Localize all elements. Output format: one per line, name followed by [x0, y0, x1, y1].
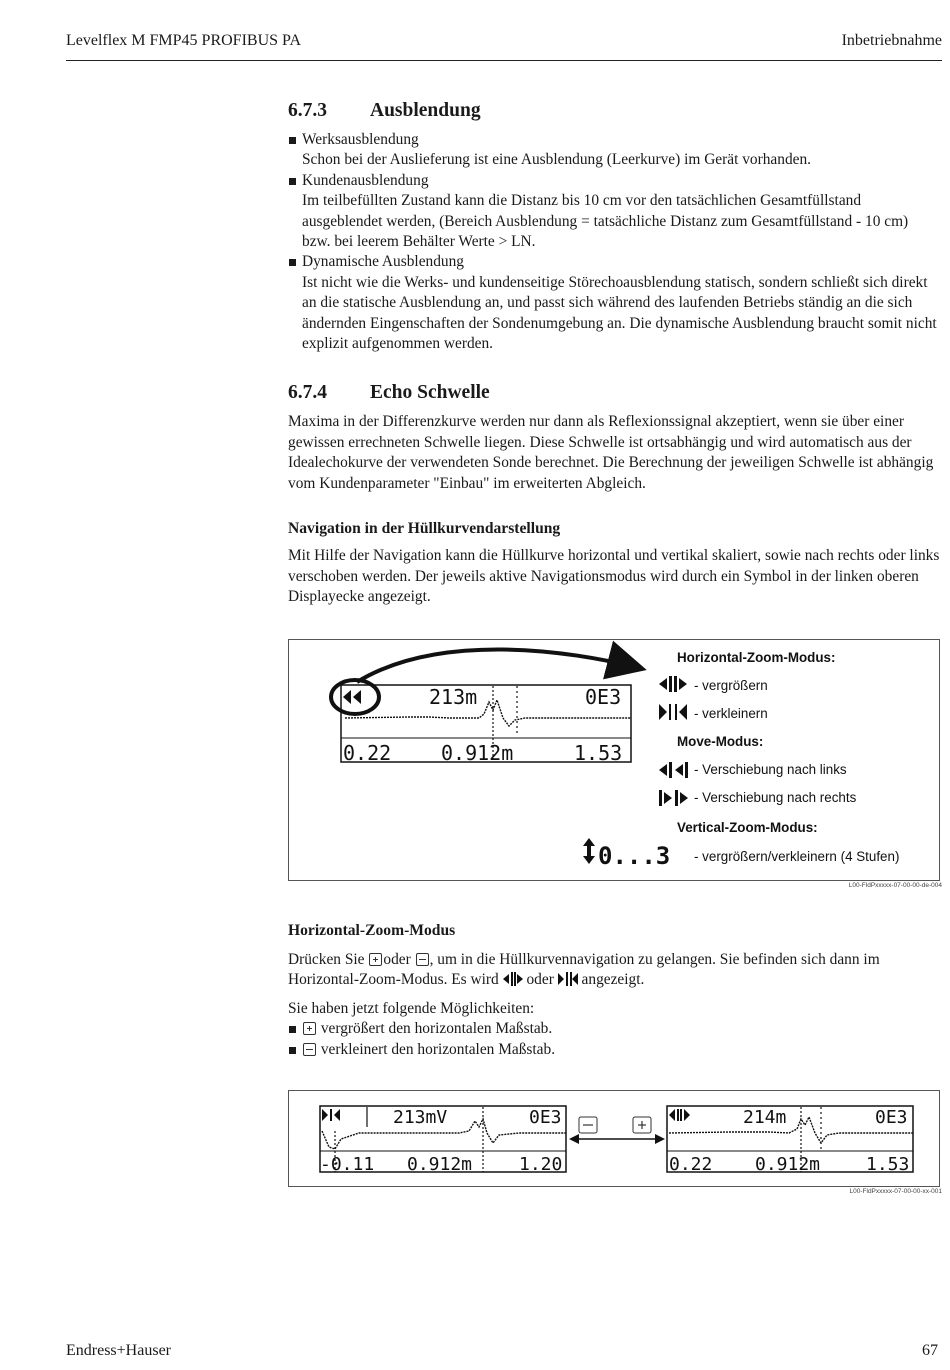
hzoom-heading: Horizontal-Zoom-Modus	[288, 922, 456, 939]
legend-v-zoom-title: Vertical-Zoom-Modus:	[677, 820, 818, 835]
shrink-icon	[659, 704, 687, 720]
figure-id: L00-FldPxxxxx-07-00-00-de-004	[848, 882, 942, 889]
lcd-mode-icon	[343, 690, 361, 704]
lcd-left-bottom-right: 1.20	[519, 1154, 563, 1175]
lcd-top-value: 213m	[429, 685, 478, 709]
hzoom-options-list	[288, 1019, 940, 1060]
lcd-top-right: 0E3	[585, 685, 622, 709]
vertical-zoom-range: 0...3	[598, 842, 671, 870]
hzoom-line-1: Drücken Sie oder , um in die Hüllkurvennavigation zu gelangen. Sie befinden sich dann im	[288, 951, 880, 968]
legend-v-zoom-text: - vergrößern/verkleinern (4 Stufen)	[694, 849, 900, 864]
legend-shrink: - verkleinern	[694, 706, 768, 721]
lcd-left-top-value: 213mV	[393, 1107, 448, 1128]
lcd-bottom-right: 1.53	[574, 741, 623, 765]
hzoom-options-intro: Sie haben jetzt folgende Möglichkeiten:	[288, 999, 535, 1017]
lcd-left-bottom-mid: 0.912m	[407, 1154, 473, 1175]
zoom-comparison-figure	[288, 1090, 940, 1187]
arrow-left-head	[569, 1134, 579, 1144]
legend-enlarge: - vergrößern	[694, 678, 768, 693]
enlarge-icon	[659, 676, 687, 692]
echo-schwelle-paragraph: Maxima in der Differenzkurve werden nur dann als Reflexionssignal akzeptiert, wenn sie über einer gewissen errechneten Schwelle liegen. Diese Schwelle ist ortsabhängig und wird automatisch aus der Idealechokurve der verwendeten Sonde berechnet. Die Berechnung der jeweiligen Schwelle ist abhängig vom Kundenparameter "Einbau" im erweiterten Abgleich.	[288, 413, 934, 492]
lcd-right-bottom-right: 1.53	[866, 1154, 910, 1175]
navigation-diagram	[289, 640, 941, 882]
minus-key-icon	[579, 1117, 597, 1133]
footer-publisher: Endress+Hauser	[66, 1342, 171, 1359]
list-item: Kundenausblendung Im teilbefüllten Zustand kann die Distanz bis 10 cm vor den tatsächlichen Gesamtfüllstand ausgeblendet werden, (Bereich Ausblendung = tatsächliche Distanz zum Gesamtfüllstand - 10 cm) bzw. bei leerem Behälter Werte > LN.	[288, 171, 940, 253]
shift-right-icon	[659, 790, 688, 806]
plus-key-icon	[633, 1117, 651, 1133]
lcd-right-top-value: 214m	[743, 1107, 787, 1128]
list-item: vergrößert den horizontalen Maßstab.	[288, 1019, 940, 1039]
section-heading-ausblendung: 6.7.3 Ausblendung	[288, 100, 481, 121]
minus-key-icon	[416, 953, 429, 966]
navigation-heading: Navigation in der Hüllkurvendarstellung	[288, 520, 561, 538]
navigation-figure	[288, 639, 940, 881]
running-header-title: Levelflex M FMP45 PROFIBUS PA	[66, 32, 302, 49]
lcd-bottom-left: 0.22	[343, 741, 392, 765]
minus-key-icon	[303, 1043, 316, 1056]
plus-key-icon	[303, 1022, 316, 1035]
hzoom-line-2: Horizontal-Zoom-Modus. Es wird oder angezeigt.	[288, 971, 645, 989]
lcd-left-mode-icon	[322, 1109, 340, 1121]
arrow-right-head	[655, 1134, 665, 1144]
lcd-right-bottom-mid: 0.912m	[755, 1154, 821, 1175]
page-number: 67	[922, 1342, 938, 1359]
list-item: Werksausblendung Schon bei der Auslieferung ist eine Ausblendung (Leerkurve) im Gerät vorhanden.	[288, 130, 940, 171]
list-item: verkleinert den horizontalen Maßstab.	[288, 1040, 940, 1060]
plus-key-icon	[369, 953, 382, 966]
navigation-paragraph: Mit Hilfe der Navigation kann die Hüllkurve horizontal und vertikal skaliert, sowie nach rechts oder links verschoben werden. Der jeweils aktive Navigationsmodus wird durch ein Symbol in der linken oberen Displayecke angezeigt.	[288, 547, 940, 605]
lcd-right-bottom-left: 0.22	[669, 1154, 713, 1175]
lcd-bottom-mid: 0.912m	[441, 741, 514, 765]
legend-shift-right: - Verschiebung nach rechts	[694, 790, 857, 805]
enlarge-icon	[503, 972, 523, 986]
lcd-right-top-right: 0E3	[875, 1107, 908, 1128]
legend-h-zoom-title: Horizontal-Zoom-Modus:	[677, 650, 836, 665]
lcd-left-top-right: 0E3	[529, 1107, 562, 1128]
hzoom-section	[288, 920, 940, 1060]
list-item: Dynamische Ausblendung Ist nicht wie die Werks- und kundenseitige Störechoausblendung statisch, sondern schließt sich direkt an die statische Ausblendung an, und passt sich während des laufenden Betriebs ständig an die sich ändernden Eingenschaften der Sondenumgebung an. Die dynamische Ausblendung braucht somit nicht explizit aufgenommen werden.	[288, 252, 940, 354]
running-header-chapter: Inbetriebnahme	[841, 32, 942, 49]
figure-id: L00-FldPxxxxx-07-00-00-xx-001	[849, 1188, 942, 1195]
lcd-left-bottom-left: -0.11	[320, 1154, 375, 1175]
main-content	[288, 96, 940, 607]
legend-shift-left: - Verschiebung nach links	[694, 762, 847, 777]
shift-left-icon	[659, 762, 688, 778]
legend-move-title: Move-Modus:	[677, 734, 764, 749]
pointer-arrow	[357, 649, 639, 682]
ausblendung-list	[288, 130, 940, 354]
header-rule	[66, 60, 942, 61]
vertical-zoom-icon	[583, 838, 595, 864]
zoom-comparison-diagram	[289, 1091, 941, 1188]
shrink-icon	[558, 972, 578, 986]
lcd-right-mode-icon	[669, 1109, 690, 1121]
section-heading-echo-schwelle: 6.7.4 Echo Schwelle	[288, 382, 490, 404]
